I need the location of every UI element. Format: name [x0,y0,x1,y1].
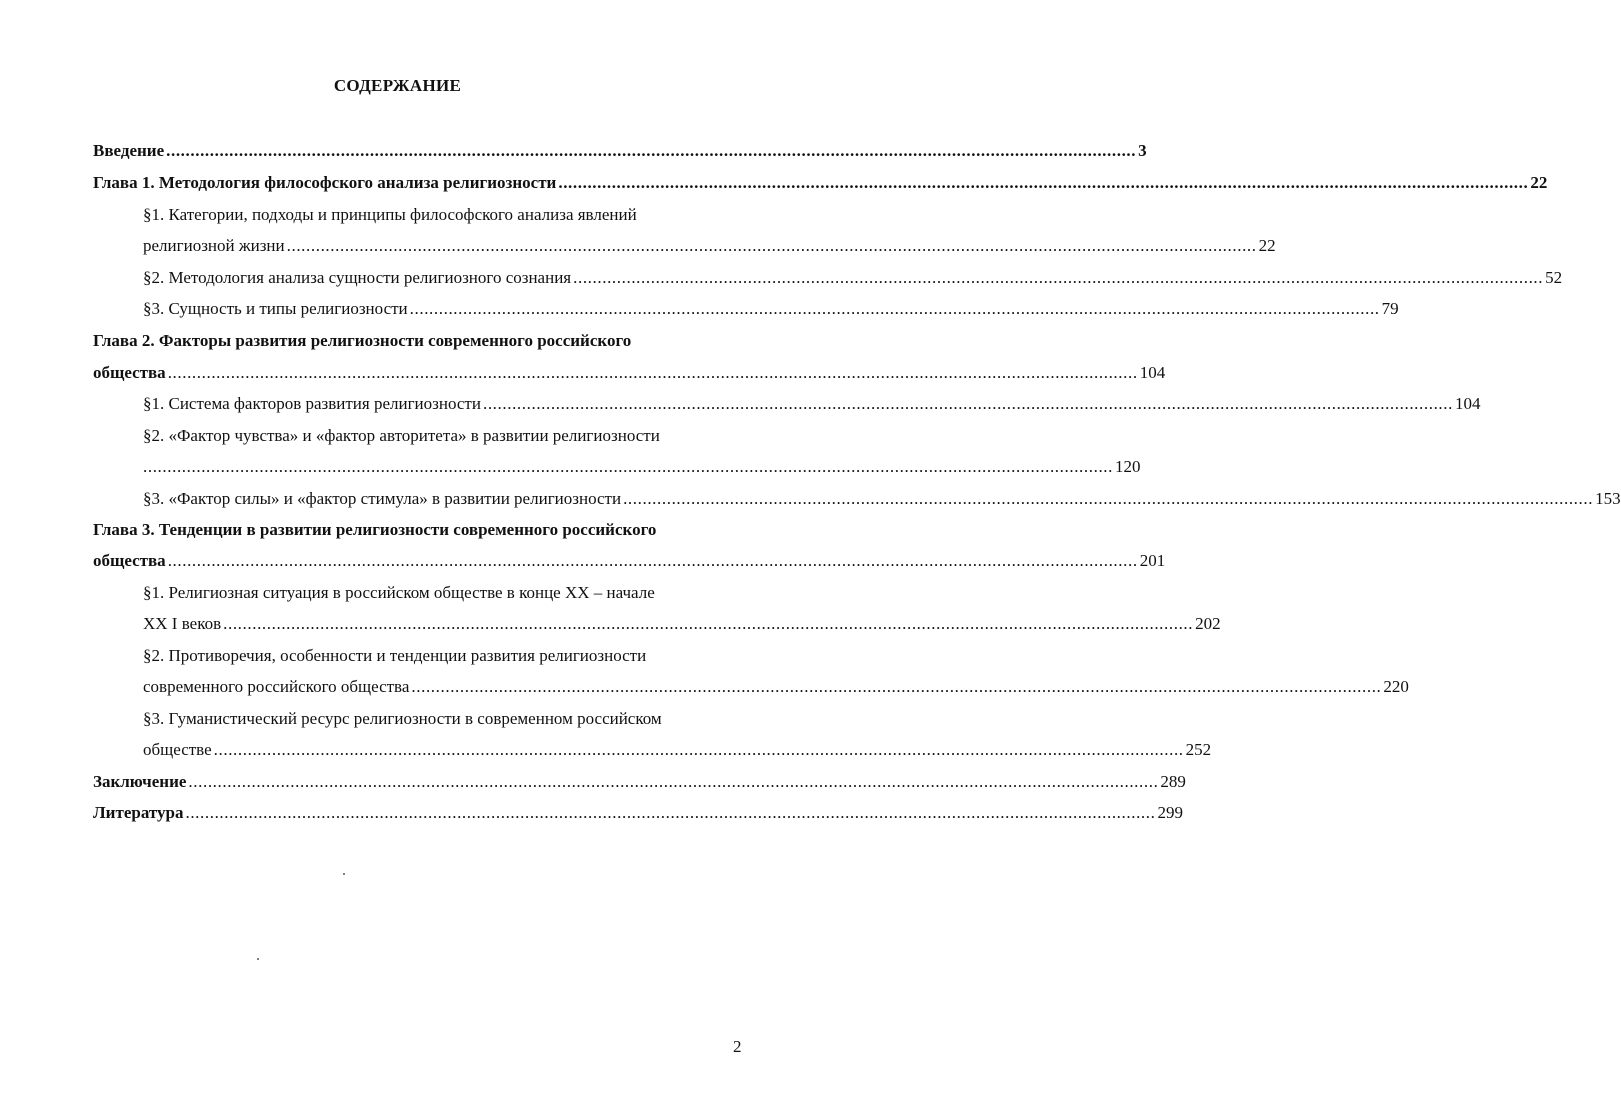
toc-entry-text: общества [93,551,166,570]
dot-leader: ........................................................................................................................................................................................................ [166,141,1137,160]
toc-entry-ch3-section-1-line1[interactable] [143,582,733,604]
toc-entry-text: §3. Сущность и типы религиозности [143,299,408,318]
toc-entry-chapter-3-line1[interactable] [93,519,743,541]
page-title: СОДЕРЖАНИЕ [333,76,462,95]
toc-entry-text: Введение [93,141,165,160]
dot-leader: ........................................................................................................................................................................................................ [573,268,1544,287]
toc-entry-ch1-section-1[interactable] [143,235,1276,257]
toc-entry-text: Глава 2. Факторы развития религиозности современного российского [93,331,632,350]
toc-entry-text: Литература [93,803,184,822]
dot-leader: ........................................................................................................................................................................................................ [185,803,1156,822]
scan-speck [257,958,259,960]
toc-entry-chapter-2[interactable] [93,362,1166,384]
toc-page-number: 289 [1160,772,1186,791]
toc-page-number: 104 [1454,394,1481,413]
toc-entry-text: §2. «Фактор чувства» и «фактор авторитета» в развитии религиозности [143,426,660,445]
toc-entry-ch3-section-2-line1[interactable] [143,645,723,667]
toc-entry-ch3-section-1[interactable] [143,613,1221,635]
toc-entry-ch3-section-3[interactable] [143,739,1212,761]
toc-entry-chapter-2-line1[interactable] [93,330,733,352]
dot-leader: ........................................................................................................................................................................................................ [623,489,1594,508]
dot-leader: ........................................................................................................................................................................................................ [223,614,1194,633]
toc-entry-text: Заключение [93,772,187,791]
toc-page-number: 22 [1258,236,1276,255]
toc-entry-text: Глава 1. Методология философского анализа религиозности [93,173,557,192]
dot-leader: ........................................................................................................................................................................................................ [286,236,1257,255]
toc-entry-chapter-3[interactable] [93,550,1166,572]
toc-entry-text: §3. «Фактор силы» и «фактор стимула» в развитии религиозности [143,489,622,508]
toc-entry-text: §1. Категории, подходы и принципы философского анализа явлений [143,205,637,224]
toc-entry-text: религиозной жизни [143,236,285,255]
toc-entry-text: §3. Гуманистический ресурс религиозности в современном российском [143,709,662,728]
toc-page-number: 153 [1595,489,1621,508]
toc-page-number: 252 [1185,740,1212,759]
dot-leader: ........................................................................................................................................................................................................ [409,299,1380,318]
dot-leader: ........................................................................................................................................................................................................ [188,772,1159,791]
toc-entry-intro[interactable] [93,140,1147,162]
toc-page-number: 120 [1115,457,1141,476]
toc-page-number: 79 [1381,299,1399,318]
dot-leader: ........................................................................................................................................................................................................ [143,457,1113,476]
toc-entry-text: обществе [143,740,212,759]
toc-page-number: 299 [1157,803,1183,822]
scan-speck [343,873,345,875]
dot-leader: ........................................................................................................................................................................................................ [167,551,1138,570]
toc-entry-text: §2. Противоречия, особенности и тенденции развития религиозности [143,646,647,665]
toc-entry-text: общества [93,363,166,382]
toc-entry-ch3-section-3-line1[interactable] [143,708,733,730]
toc-entry-text: XX I веков [143,614,222,633]
toc-entry-ch2-section-2[interactable] [143,456,1141,478]
toc-entry-ch2-section-3[interactable] [143,488,1621,510]
toc-entry-ch2-section-1[interactable] [143,393,1481,415]
dot-leader: ........................................................................................................................................................................................................ [411,677,1382,696]
toc-entry-chapter-1[interactable] [93,172,1548,194]
dot-leader: ........................................................................................................................................................................................................ [167,363,1138,382]
toc-entry-conclusion[interactable] [93,771,1186,793]
toc-page-number: 104 [1139,363,1166,382]
toc-entry-ch3-section-2[interactable] [143,676,1409,698]
toc-entry-text: §1. Религиозная ситуация в российском обществе в конце XX – начале [143,583,655,602]
dot-leader: ........................................................................................................................................................................................................ [558,173,1529,192]
toc-entry-ch2-section-2-line1[interactable] [143,425,733,447]
toc-entry-text: §2. Методология анализа сущности религиозного сознания [143,268,572,287]
page-number: 2 [733,1037,742,1056]
toc-entry-text: §1. Система факторов развития религиозности [143,394,481,413]
toc-entry-ch1-section-1-line1[interactable] [143,204,703,226]
toc-entry-text: современного российского общества [143,677,410,696]
toc-page-number: 22 [1530,173,1548,192]
toc-page-number: 220 [1383,677,1409,696]
toc-page-number: 202 [1195,614,1221,633]
toc-entry-text: Глава 3. Тенденции в развитии религиозности современного российского [93,520,657,539]
toc-page-number: 3 [1138,141,1147,160]
toc-entry-ch1-section-2[interactable] [143,267,1563,289]
toc-page-number: 201 [1139,551,1166,570]
toc-entry-ch1-section-3[interactable] [143,298,1399,320]
toc-entry-literature[interactable] [93,802,1183,824]
dot-leader: ........................................................................................................................................................................................................ [482,394,1453,413]
dot-leader: ........................................................................................................................................................................................................ [213,740,1184,759]
toc-page-number: 52 [1545,268,1563,287]
